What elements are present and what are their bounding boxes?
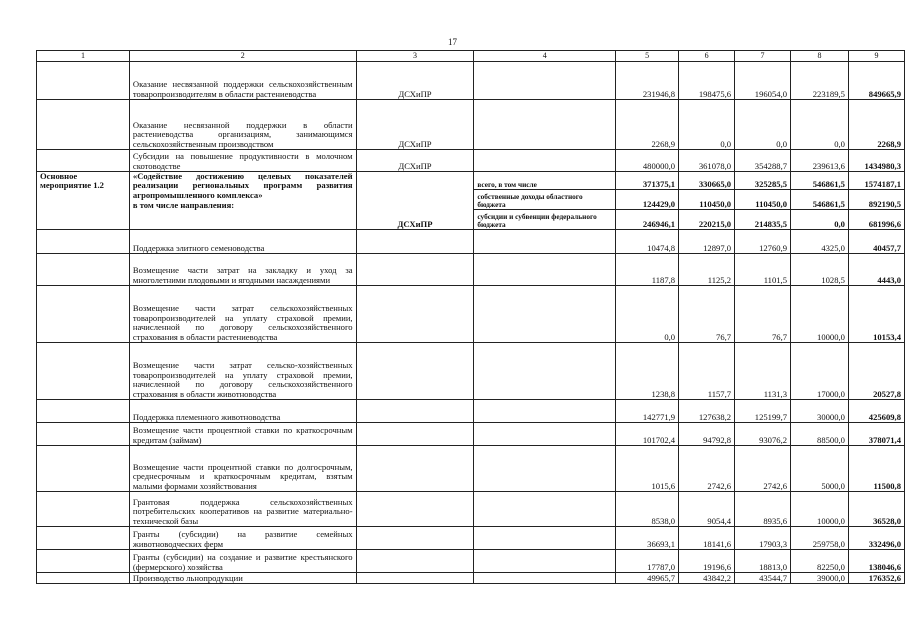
main-measure-description xyxy=(129,172,356,230)
value-col7: 196054,0 xyxy=(735,62,791,100)
cell-empty xyxy=(356,400,474,423)
header-cell: 2 xyxy=(129,51,356,62)
value-col8: 30000,0 xyxy=(791,400,849,423)
cell-empty xyxy=(356,230,474,254)
header-cell: 4 xyxy=(474,51,616,62)
cell-empty xyxy=(356,446,474,492)
main-measure-executor: ДСХиПР xyxy=(356,172,474,230)
value-col5: 101702,4 xyxy=(616,423,679,446)
header-cell: 5 xyxy=(616,51,679,62)
table-row xyxy=(37,343,905,400)
value-total: 11500,8 xyxy=(848,446,904,492)
cell-empty xyxy=(37,400,130,423)
table-row xyxy=(37,423,905,446)
row-description: Поддержка племенного животноводства xyxy=(129,400,356,423)
header-cell: 8 xyxy=(791,51,849,62)
value-col5: 10474,8 xyxy=(616,230,679,254)
cell-empty xyxy=(37,62,130,100)
value-total: 1574187,1 xyxy=(848,172,904,190)
value-col7: 76,7 xyxy=(735,286,791,343)
cell-empty xyxy=(356,527,474,550)
row-description: Гранты (субсидии) на создание и развитие крестьянского (фермерского) хозяйства xyxy=(129,550,356,573)
source-federal xyxy=(474,210,616,230)
value-col6: 127638,2 xyxy=(679,400,735,423)
value-col7: 354288,7 xyxy=(735,150,791,172)
value-col7: 43544,7 xyxy=(735,573,791,584)
value-col6: 2742,6 xyxy=(679,446,735,492)
value-col5: 1238,8 xyxy=(616,343,679,400)
value-col5: 142771,9 xyxy=(616,400,679,423)
value-col7: 17903,3 xyxy=(735,527,791,550)
row-description: Возмещение части процентной ставки по краткосрочным кредитам (займам) xyxy=(129,423,356,446)
header-cell: 7 xyxy=(735,51,791,62)
value-total: 4443,0 xyxy=(848,254,904,286)
page-number: 17 xyxy=(448,37,457,47)
cell-empty xyxy=(37,492,130,527)
source-name: субсидии и субвенции федерального бюджета xyxy=(477,212,597,229)
value-col6: 76,7 xyxy=(679,286,735,343)
table-row xyxy=(37,400,905,423)
cell-empty xyxy=(37,100,130,150)
value-col8: 223189,5 xyxy=(791,62,849,100)
row-description: Оказание несвязанной поддержки сельскохозяйственным товаропроизводителям в области растениеводства xyxy=(129,62,356,100)
value-col5: 480000,0 xyxy=(616,150,679,172)
main-measure-title: «Содействие достижению целевых показателей реализации региональных программ развития агропромышленного комплекса» xyxy=(132,171,353,200)
cell-empty xyxy=(356,492,474,527)
value-col7: 93076,2 xyxy=(735,423,791,446)
value-col7: 8935,6 xyxy=(735,492,791,527)
cell-empty xyxy=(356,254,474,286)
value-col7: 125199,7 xyxy=(735,400,791,423)
value-total: 1434980,3 xyxy=(848,150,904,172)
value-col6: 12897,0 xyxy=(679,230,735,254)
value-col6: 0,0 xyxy=(679,100,735,150)
value-col8: 17000,0 xyxy=(791,343,849,400)
cell-empty xyxy=(356,550,474,573)
value-col5: 1015,6 xyxy=(616,446,679,492)
value-total: 36528,0 xyxy=(848,492,904,527)
budget-table xyxy=(36,50,905,584)
cell-empty xyxy=(474,400,616,423)
cell-empty xyxy=(37,423,130,446)
value-col8: 10000,0 xyxy=(791,286,849,343)
main-measure-label-text: Основное мероприятие 1.2 xyxy=(40,171,104,191)
main-measure-row xyxy=(37,172,905,190)
table-row xyxy=(37,100,905,150)
value-col8: 82250,0 xyxy=(791,550,849,573)
value-col7: 1101,5 xyxy=(735,254,791,286)
value-total: 138046,6 xyxy=(848,550,904,573)
cell-empty xyxy=(474,492,616,527)
cell-empty xyxy=(474,150,616,172)
value-col7: 214835,5 xyxy=(735,210,791,230)
value-col7: 325285,5 xyxy=(735,172,791,190)
table-row xyxy=(37,286,905,343)
value-col8: 39000,0 xyxy=(791,573,849,584)
value-col6: 330665,0 xyxy=(679,172,735,190)
value-col8: 0,0 xyxy=(791,210,849,230)
value-col5: 246946,1 xyxy=(616,210,679,230)
value-total: 849665,9 xyxy=(848,62,904,100)
value-col5: 0,0 xyxy=(616,286,679,343)
value-col5: 17787,0 xyxy=(616,550,679,573)
value-col6: 361078,0 xyxy=(679,150,735,172)
value-col8: 0,0 xyxy=(791,100,849,150)
cell-empty xyxy=(474,446,616,492)
value-col6: 1125,2 xyxy=(679,254,735,286)
value-col5: 231946,8 xyxy=(616,62,679,100)
value-col7: 110450,0 xyxy=(735,190,791,210)
header-cell: 6 xyxy=(679,51,735,62)
cell-empty xyxy=(356,343,474,400)
cell-empty xyxy=(37,286,130,343)
value-col7: 18813,0 xyxy=(735,550,791,573)
row-description: Оказание несвязанной поддержки в области растениеводства организациям, занимающимся сельскохозяйственным производством xyxy=(129,100,356,150)
row-description: Возмещение части процентной ставки по долгосрочным, среднесрочным и краткосрочным кредитам, взятым малыми формами хозяйствования xyxy=(129,446,356,492)
value-col8: 546861,5 xyxy=(791,172,849,190)
cell-empty xyxy=(356,423,474,446)
row-description: Гранты (субсидии) на развитие семейных животноводческих ферм xyxy=(129,527,356,550)
value-total: 176352,6 xyxy=(848,573,904,584)
table-row xyxy=(37,230,905,254)
value-total: 332496,0 xyxy=(848,527,904,550)
value-col6: 43842,2 xyxy=(679,573,735,584)
value-col8: 88500,0 xyxy=(791,423,849,446)
cell-empty xyxy=(474,254,616,286)
value-col8: 1028,5 xyxy=(791,254,849,286)
row-description: Производство льнопродукции xyxy=(129,573,356,584)
main-measure-subtitle: в том числе направления: xyxy=(132,200,235,211)
value-total: 892190,5 xyxy=(848,190,904,210)
cell-empty xyxy=(474,286,616,343)
cell-empty xyxy=(474,423,616,446)
value-col7: 0,0 xyxy=(735,100,791,150)
value-col8: 546861,5 xyxy=(791,190,849,210)
value-col6: 18141,6 xyxy=(679,527,735,550)
value-col7: 2742,6 xyxy=(735,446,791,492)
row-description: Поддержка элитного семеноводства xyxy=(129,230,356,254)
value-col5: 8538,0 xyxy=(616,492,679,527)
source-regional xyxy=(474,190,616,210)
row-executor: ДСХиПР xyxy=(356,150,474,172)
value-total: 378071,4 xyxy=(848,423,904,446)
table-row xyxy=(37,573,905,584)
value-col8: 4325,0 xyxy=(791,230,849,254)
source-total xyxy=(474,172,616,190)
value-col8: 5000,0 xyxy=(791,446,849,492)
cell-empty xyxy=(37,573,130,584)
row-executor: ДСХиПР xyxy=(356,100,474,150)
cell-empty xyxy=(37,230,130,254)
value-total: 40457,7 xyxy=(848,230,904,254)
table-row xyxy=(37,254,905,286)
row-description: Возмещение части затрат сельско-хозяйственных товаропроизводителей на уплату страховой премии, начисленной по договору сельскохозяйственного страхования в области животноводства xyxy=(129,343,356,400)
row-description: Возмещение части затрат на закладку и уход за многолетними плодовыми и ягодными насаждениями xyxy=(129,254,356,286)
table-row xyxy=(37,550,905,573)
value-total: 20527,8 xyxy=(848,343,904,400)
value-col8: 259758,0 xyxy=(791,527,849,550)
cell-empty xyxy=(474,100,616,150)
main-measure-label xyxy=(37,172,130,230)
value-total: 10153,4 xyxy=(848,286,904,343)
header-cell: 3 xyxy=(356,51,474,62)
cell-empty xyxy=(37,550,130,573)
cell-empty xyxy=(356,573,474,584)
value-col8: 10000,0 xyxy=(791,492,849,527)
value-col8: 239613,6 xyxy=(791,150,849,172)
cell-empty xyxy=(474,230,616,254)
source-name: всего, в том числе xyxy=(477,180,537,189)
value-col6: 94792,8 xyxy=(679,423,735,446)
cell-empty xyxy=(474,573,616,584)
cell-empty xyxy=(37,527,130,550)
value-col6: 110450,0 xyxy=(679,190,735,210)
cell-empty xyxy=(474,343,616,400)
value-col5: 49965,7 xyxy=(616,573,679,584)
value-col6: 9054,4 xyxy=(679,492,735,527)
row-description: Возмещение части затрат сельскохозяйственных товаропроизводителей на уплату страховой премии, начисленной по договору сельскохозяйственного страхования в области растениеводства xyxy=(129,286,356,343)
cell-empty xyxy=(37,446,130,492)
value-col6: 198475,6 xyxy=(679,62,735,100)
header-row xyxy=(37,51,905,62)
cell-empty xyxy=(37,343,130,400)
value-total: 425609,8 xyxy=(848,400,904,423)
value-col7: 12760,9 xyxy=(735,230,791,254)
value-col5: 124429,0 xyxy=(616,190,679,210)
header-cell: 9 xyxy=(848,51,904,62)
cell-empty xyxy=(37,150,130,172)
row-executor: ДСХиПР xyxy=(356,62,474,100)
value-total: 681996,6 xyxy=(848,210,904,230)
table-row xyxy=(37,492,905,527)
value-total: 2268,9 xyxy=(848,100,904,150)
cell-empty xyxy=(474,527,616,550)
table-row xyxy=(37,446,905,492)
table-row xyxy=(37,527,905,550)
value-col7: 1131,3 xyxy=(735,343,791,400)
cell-empty xyxy=(37,254,130,286)
cell-empty xyxy=(474,550,616,573)
value-col5: 1187,8 xyxy=(616,254,679,286)
value-col6: 220215,0 xyxy=(679,210,735,230)
value-col5: 371375,1 xyxy=(616,172,679,190)
source-name: собственные доходы областного бюджета xyxy=(477,192,583,209)
header-cell: 1 xyxy=(37,51,130,62)
cell-empty xyxy=(474,62,616,100)
table-row xyxy=(37,150,905,172)
value-col5: 2268,9 xyxy=(616,100,679,150)
value-col5: 36693,1 xyxy=(616,527,679,550)
value-col6: 1157,7 xyxy=(679,343,735,400)
row-description: Субсидии на повышение продуктивности в молочном скотоводстве xyxy=(129,150,356,172)
value-col6: 19196,6 xyxy=(679,550,735,573)
cell-empty xyxy=(356,286,474,343)
table-row xyxy=(37,62,905,100)
row-description: Грантовая поддержка сельскохозяйственных потребительских кооперативов на развитие материально-технической базы xyxy=(129,492,356,527)
